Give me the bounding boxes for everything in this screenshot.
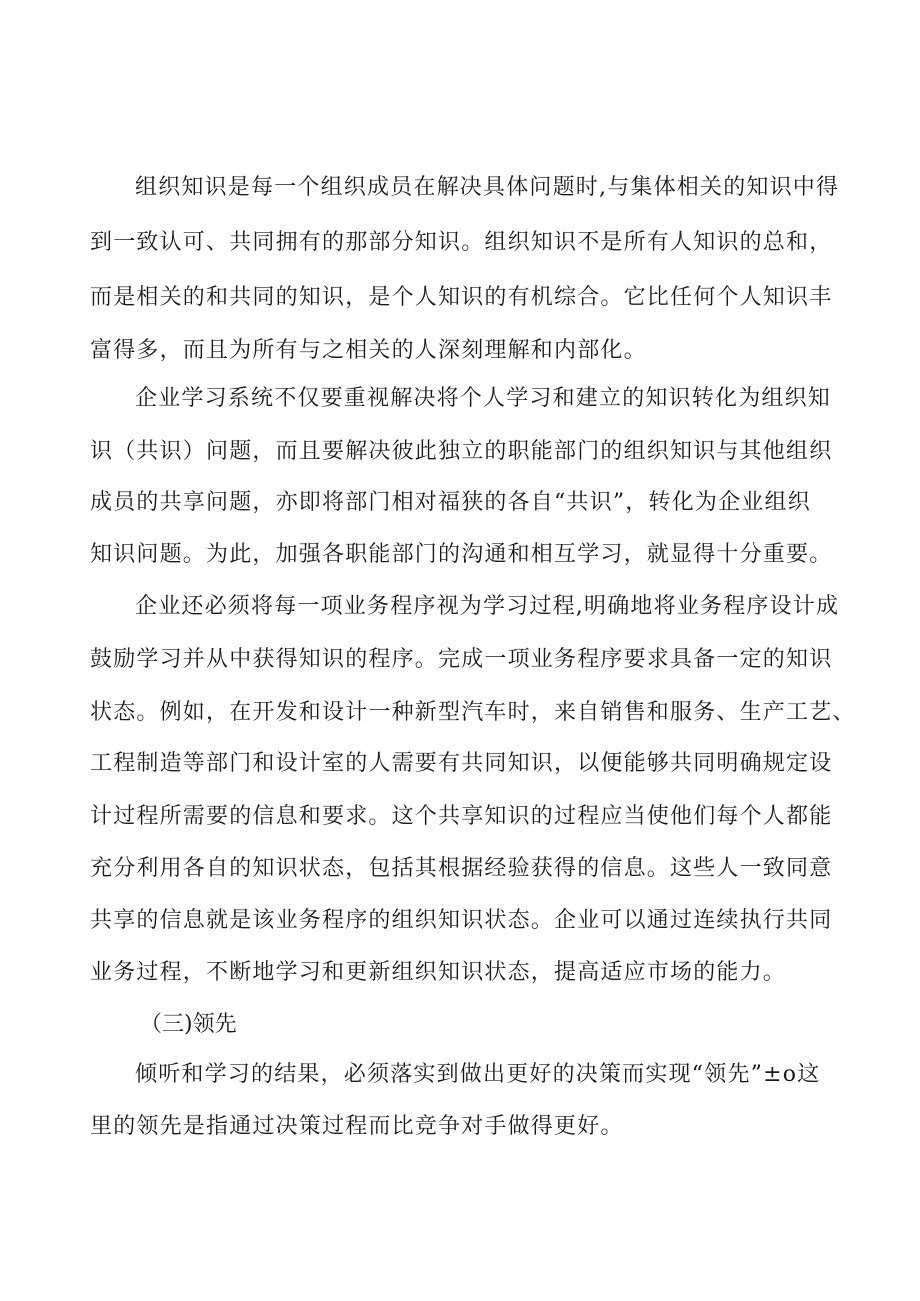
paragraph-line: 里的领先是指通过决策过程而比竞争对手做得更好。 (90, 1114, 624, 1139)
paragraph-line: 企业还必须将每一项业务程序视为学习过程,明确地将业务程序设计成 (135, 594, 840, 619)
paragraph-line: 成员的共享问题，亦即将部门相对福狭的各自“共识”，转化为企业组织 (90, 490, 811, 515)
paragraph-line: 企业学习系统不仅要重视解决将个人学习和建立的知识转化为组织知 (135, 386, 832, 411)
paragraph-line: 富得多，而且为所有与之相关的人深刻理解和内部化。 (90, 338, 647, 363)
paragraph-line: 倾听和学习的结果，必须落实到做出更好的决策而实现“领先”±o这 (135, 1062, 821, 1087)
paragraph-line: 知识问题。为此，加强各职能部门的沟通和相互学习，就显得十分重要。 (90, 542, 833, 567)
paragraph-line: 而是相关的和共同的知识，是个人知识的有机综合。它比任何个人知识丰 (90, 285, 833, 310)
paragraph-line: 状态。例如，在开发和设计一种新型汽车时，来自销售和服务、生产工艺、 (90, 700, 856, 725)
paragraph-line: 到一致认可、共同拥有的那部分知识。组织知识不是所有人知识的总和， (90, 230, 833, 255)
paragraph-line: 组织知识是每一个组织成员在解决具体问题时,与集体相关的知识中得 (135, 175, 840, 200)
paragraph-line: 识（共识）问题，而且要解决彼此独立的职能部门的组织知识与其他组织 (90, 439, 833, 464)
paragraph-line: 计过程所需要的信息和要求。这个共享知识的过程应当使他们每个人都能 (90, 804, 833, 829)
section-heading: （三)领先 (140, 1012, 237, 1037)
paragraph-line: 共享的信息就是该业务程序的组织知识状态。企业可以通过连续执行共同 (90, 908, 833, 933)
paragraph-line: 工程制造等部门和设计室的人需要有共同知识，以便能够共同明确规定设 (90, 751, 833, 776)
paragraph-line: 业务过程，不断地学习和更新组织知识状态，提高适应市场的能力。 (90, 960, 787, 985)
paragraph-line: 鼓励学习并从中获得知识的程序。完成一项业务程序要求具备一定的知识 (90, 647, 833, 672)
paragraph-line: 充分利用各自的知识状态，包括其根据经验获得的信息。这些人一致同意 (90, 856, 833, 881)
